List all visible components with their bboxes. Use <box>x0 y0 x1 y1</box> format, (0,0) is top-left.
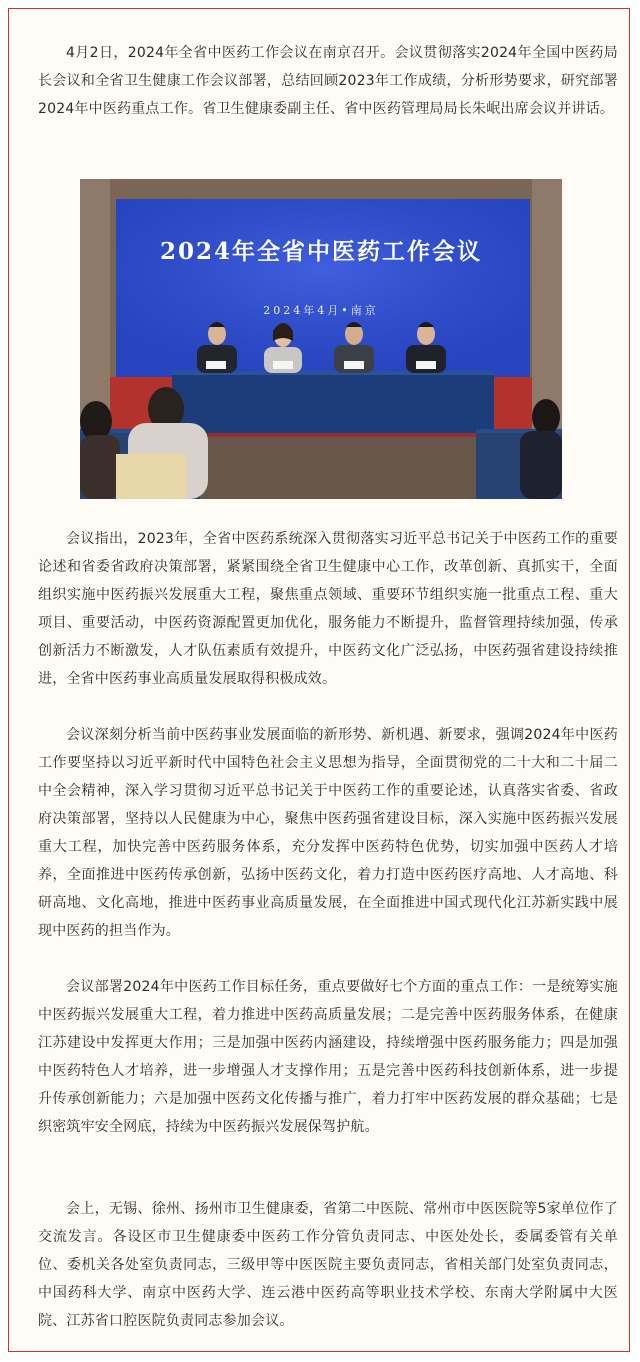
paragraph-tasks: 会议部署2024年中医药工作目标任务，重点要做好七个方面的重点工作：一是统筹实施中医药振兴发展重大工程，着力推进中医药高质量发展；二是完善中医药服务体系，在健康江苏建设中发挥更大作用；三是加强中医药内涵建设，持续增强中医药服务能力；四是加强中医药特色人才培养，进一步增强人才支撑作用；五是完善中医药科技创新体系，进一步提升传承创新能力；六是加强中医药文化传播与推广，着力打牢中医药发展的群众基础；七是织密筑牢安全网底，持续为中医药振兴发展保驾护航。 <box>38 979 618 1135</box>
banner-subtitle: 2024年4月•南京 <box>263 304 379 317</box>
paragraph-analysis: 会议深刻分析当前中医药事业发展面临的新形势、新机遇、新要求，强调2024年中医药工作要坚持以习近平新时代中国特色社会主义思想为指导，全面贯彻党的二十大和二十届二中全会精神，深入学习贯彻习近平总书记关于中医药工作的重要论述，认真落实省委、省政府决策部署，坚持以人民健康为中心，聚焦中医药强省建设目标，深入实施中医药振兴发展重大工程，加快完善中医药服务体系，充分发挥中医药特色优势，切实加强中医药人才培养，全面推进中医药传承创新，弘扬中医药文化，着力打造中医药医疗高地、人才高地、科研高地、文化高地，推进中医药事业高质量发展，在全面推进中国式现代化江苏新实践中展现中医药的担当作为。 <box>38 727 618 939</box>
conference-scene <box>80 179 562 499</box>
paragraph-intro: 4月2日，2024年全省中医药工作会议在南京召开。会议贯彻落实2024年全国中医药局长会议和全省卫生健康工作会议部署，总结回顾2023年工作成绩，分析形势要求，研究部署2024年中医药重点工作。省卫生健康委副主任、省中医药管理局局长朱岷出席会议并讲话。 <box>38 45 618 117</box>
conference-photo <box>80 179 562 499</box>
paragraph-review: 会议指出，2023年，全省中医药系统深入贯彻落实习近平总书记关于中医药工作的重要论述和省委省政府决策部署，紧紧围绕全省卫生健康中心工作，改革创新、真抓实干，全面组织实施中医药振兴发展重大工程，聚焦重点领域、重要环节组织实施一批重点工程、重大项目、重要活动，中医药资源配置更加优化，服务能力不断提升，监督管理持续加强，传承创新活力不断激发，人才队伍素质有效提升，中医药文化广泛弘扬，中医药强省建设持续推进，全省中医药事业高质量发展取得积极成效。 <box>38 531 618 687</box>
paragraph-attendees: 会上，无锡、徐州、扬州市卫生健康委，省第二中医院、常州市中医医院等5家单位作了交流发言。各设区市卫生健康委中医药工作分管负责同志、中医处处长，委属委管有关单位、委机关各处室负责同志，三级甲等中医医院主要负责同志，省相关部门处室负责同志，中国药科大学、南京中医药大学、连云港中医药高等职业技术学校、东南大学附属中大医院、江苏省口腔医院负责同志参加会议。 <box>38 1201 618 1329</box>
article-frame <box>8 8 630 1352</box>
banner-title: 2024年全省中医药工作会议 <box>159 238 482 265</box>
presidium-table <box>172 371 494 433</box>
